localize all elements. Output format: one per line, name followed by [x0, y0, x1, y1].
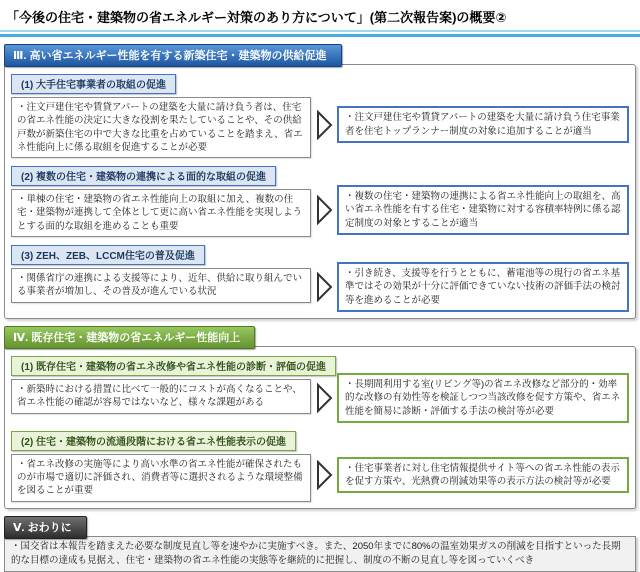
- topic-row-3-2: [11, 166, 629, 237]
- issue-box-3-1: ・注文戸建住宅や賃貸アパートの建築を大量に請け負う者は、住宅の省エネ性能の決定に大きな役割を果たしていることや、その供給戸数が新築住宅の中で大きな比重を占めていることを踏まえ、省エネ性能向上に係る取組を促進することが必要: [11, 97, 311, 158]
- subsection-header-4-1: (1) 既存住宅・建築物の省エネ改修や省エネ性能の診断・評価の促進: [11, 356, 336, 376]
- section-3-panel: [4, 64, 636, 319]
- topic-row-3-3: [11, 245, 629, 312]
- right-arrow-icon: [311, 460, 337, 490]
- measure-box-4-1: ・長期間利用する室(リビング等)の省エネ改修など部分的・効率的な改修の有効性等を検証しつつ当該改修を促す方策や、省エネ性能を簡易に診断・評価する手法の検討等が必要: [337, 373, 629, 423]
- section-4-header: Ⅳ. 既存住宅・建築物の省エネルギー性能向上: [4, 326, 255, 349]
- subsection-header-3-3: (3) ZEH、ZEB、LCCM住宅の普及促進: [11, 245, 205, 265]
- topic-row-4-1: [11, 356, 629, 423]
- issue-box-4-2: ・省エネ改修の実施等により高い水準の省エネ性能が確保されたものが市場で適切に評価され、消費者等に選択されるような環境整備を図ることが重要: [11, 454, 311, 502]
- title-divider-bottom: [0, 34, 640, 37]
- topic-row-4-2: [11, 431, 629, 502]
- right-arrow-icon: [311, 272, 337, 302]
- right-arrow-icon: [311, 110, 337, 140]
- section-4: [4, 326, 636, 509]
- section-5: [4, 516, 636, 572]
- section-5-body: ・国交省は本報告を踏まえた必要な制度見直し等を速やかに実施すべき。また、2050年までに80%の温室効果ガスの削減を目指すといった長期的な目標の達成も見据え、住宅・建築物の省エネ性能の実態等を継続的に把握し、制度の不断の見直し等を図っていくべき: [4, 536, 636, 572]
- section-5-header: Ⅴ. おわりに: [4, 516, 87, 539]
- subsection-header-4-2: (2) 住宅・建築物の流通段階における省エネ性能表示の促進: [11, 431, 296, 451]
- topic-row-3-1: [11, 74, 629, 158]
- issue-box-4-1: ・新築時における措置に比べて一般的にコストが高くなることや、省エネ性能の確認が容易ではないなど、様々な課題がある: [11, 379, 311, 414]
- page-title: 「今後の住宅・建築物の省エネルギー対策のあり方について」(第二次報告案)の概要②: [6, 10, 507, 25]
- section-4-panel: [4, 346, 636, 509]
- measure-box-4-2: ・住宅事業者に対し住宅情報提供サイト等への省エネ性能の表示を促す方策や、光熱費の削減効果等の表示方法の検討等が必要: [337, 457, 629, 494]
- subsection-header-3-1: (1) 大手住宅事業者の取組の促進: [11, 74, 176, 94]
- section-3: [4, 44, 636, 319]
- subsection-header-3-2: (2) 複数の住宅・建築物の連携による面的な取組の促進: [11, 166, 276, 186]
- measure-box-3-3: ・引き続き、支援等を行うとともに、蓄電池等の現行の省エネ基準ではその効果が十分に評価できていない技術の評価手法の検討等を進めることが必要: [337, 262, 629, 312]
- slide-body: [0, 44, 640, 572]
- right-arrow-icon: [311, 383, 337, 413]
- measure-box-3-1: ・注文戸建住宅や賃貸アパートの建築を大量に請け負う住宅事業者を住宅トップランナー制度の対象に追加することが適当: [337, 106, 629, 143]
- issue-box-3-2: ・単棟の住宅・建築物の省エネ性能向上の取組に加え、複数の住宅・建築物が連携して全体として更に高い省エネ性能を実現しようとする面的な取組を進めることも重要: [11, 189, 311, 237]
- issue-box-3-3: ・関係省庁の連携による支援等により、近年、供給に取り組んでいる事業者が増加し、その普及が進んでいる状況: [11, 268, 311, 303]
- right-arrow-icon: [311, 195, 337, 225]
- section-3-header: Ⅲ. 高い省エネルギー性能を有する新築住宅・建築物の供給促進: [4, 44, 342, 67]
- measure-box-3-2: ・複数の住宅・建築物の連携による省エネ性能向上の取組を、高い省エネ性能を有する住宅・建築物に対する容積率特例に係る認定制度の対象とすることが適当: [337, 185, 629, 235]
